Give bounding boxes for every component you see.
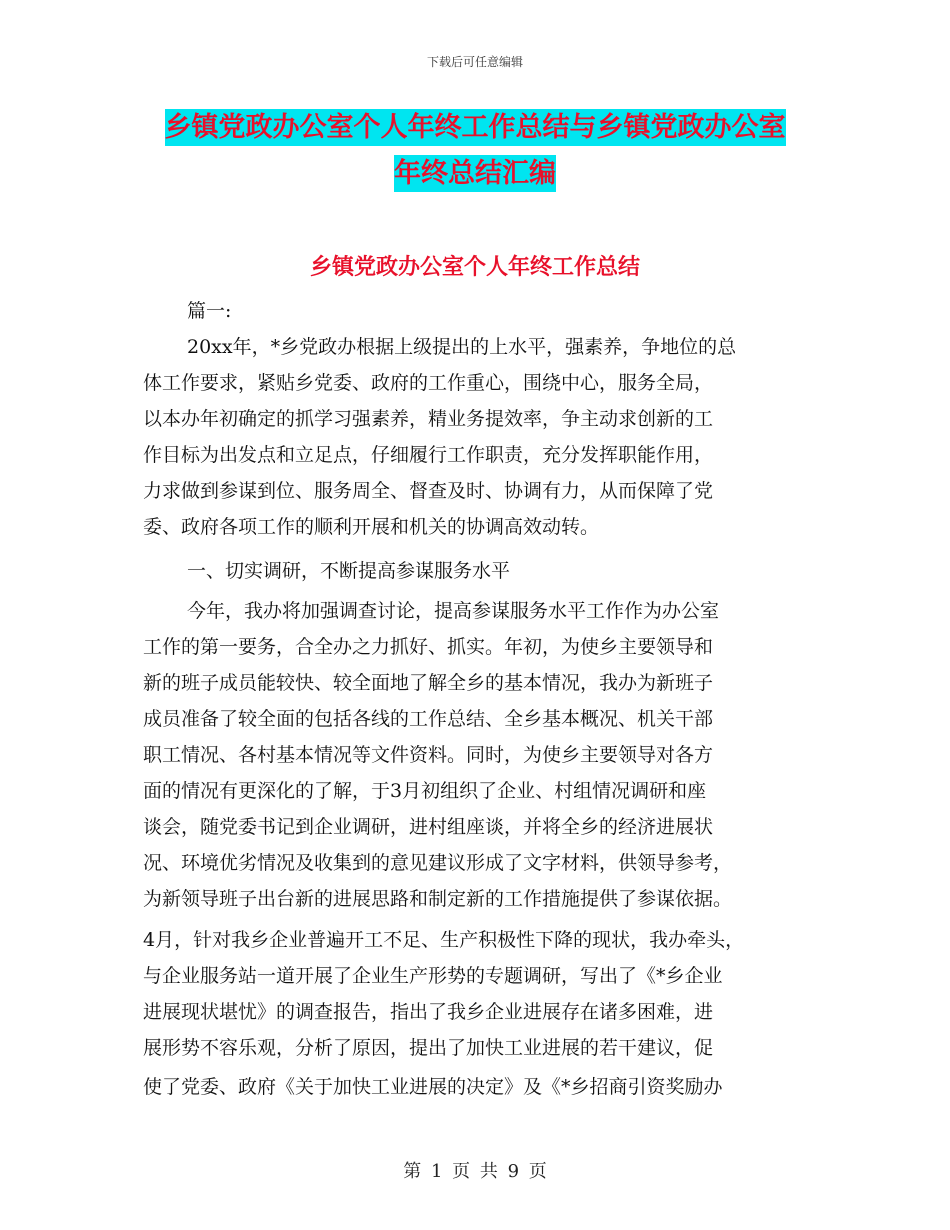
- main-title-line-1: [0, 114, 950, 141]
- main-title-line-2-text: 年终总结汇编: [394, 155, 556, 192]
- body-line: 展形势不容乐观，分析了原因，提出了加快工业进展的若干建议，促: [143, 1037, 714, 1059]
- body-line: 一、切实调研，不断提高参谋服务水平: [187, 560, 511, 582]
- header-note: 下载后可任意编辑: [426, 55, 523, 69]
- page-footer: 第 1 页 共 9 页: [403, 1161, 547, 1182]
- body-line: 委、政府各项工作的顺利开展和机关的协调高效动转。: [143, 516, 600, 538]
- body-line: 成员准备了较全面的包括各线的工作总结、全乡基本概况、机关干部: [143, 708, 714, 730]
- body-line: 20xx年，*乡党政办根据上级提出的上水平，强素养，争地位的总: [187, 336, 737, 358]
- body-line: 今年，我办将加强调查讨论，提高参谋服务水平工作作为办公室: [187, 600, 720, 622]
- body-line: 体工作要求，紧贴乡党委、政府的工作重心，围绕中心，服务全局，: [143, 372, 714, 394]
- body-line: 职工情况、各村基本情况等文件资料。同时，为使乡主要领导对各方: [143, 744, 714, 766]
- body-line: 使了党委、政府《关于加快工业进展的决定》及《*乡招商引资奖励办: [143, 1076, 723, 1098]
- body-line: 况、环境优劣情况及收集到的意见建议形成了文字材料，供领导参考，: [143, 852, 733, 874]
- body-line: 谈会，随党委书记到企业调研，进村组座谈，并将全乡的经济进展状: [143, 816, 714, 838]
- body-line: 面的情况有更深化的了解，于3月初组织了企业、村组情况调研和座: [143, 780, 707, 802]
- body-line: 新的班子成员能较快、较全面地了解全乡的基本情况，我办为新班子: [143, 672, 714, 694]
- body-line: 为新领导班子出台新的进展思路和制定新的工作措施提供了参谋依据。: [143, 888, 733, 910]
- body-line: 与企业服务站一道开展了企业生产形势的专题调研，写出了《*乡企业: [143, 965, 723, 987]
- section-title: 乡镇党政办公室个人年终工作总结: [309, 255, 640, 280]
- body-line: 进展现状堪忧》的调查报告，指出了我乡企业进展存在诸多困难，进: [143, 1001, 714, 1023]
- body-line: 以本办年初确定的抓学习强素养，精业务提效率，争主动求创新的工: [143, 408, 714, 430]
- main-title-line-2: [0, 160, 950, 187]
- body-line: 力求做到参谋到位、服务周全、督查及时、协调有力，从而保障了党: [143, 480, 714, 502]
- body-line: 4月，针对我乡企业普遍开工不足、生产积极性下降的现状，我办牵头，: [143, 929, 745, 951]
- main-title-line-1-text: 乡镇党政办公室个人年终工作总结与乡镇党政办公室: [165, 109, 786, 146]
- body-line: 工作的第一要务，合全办之力抓好、抓实。年初，为使乡主要领导和: [143, 636, 714, 658]
- body-line: 作目标为出发点和立足点，仔细履行工作职责，充分发挥职能作用，: [143, 444, 714, 466]
- body-line: 篇一:: [187, 300, 232, 322]
